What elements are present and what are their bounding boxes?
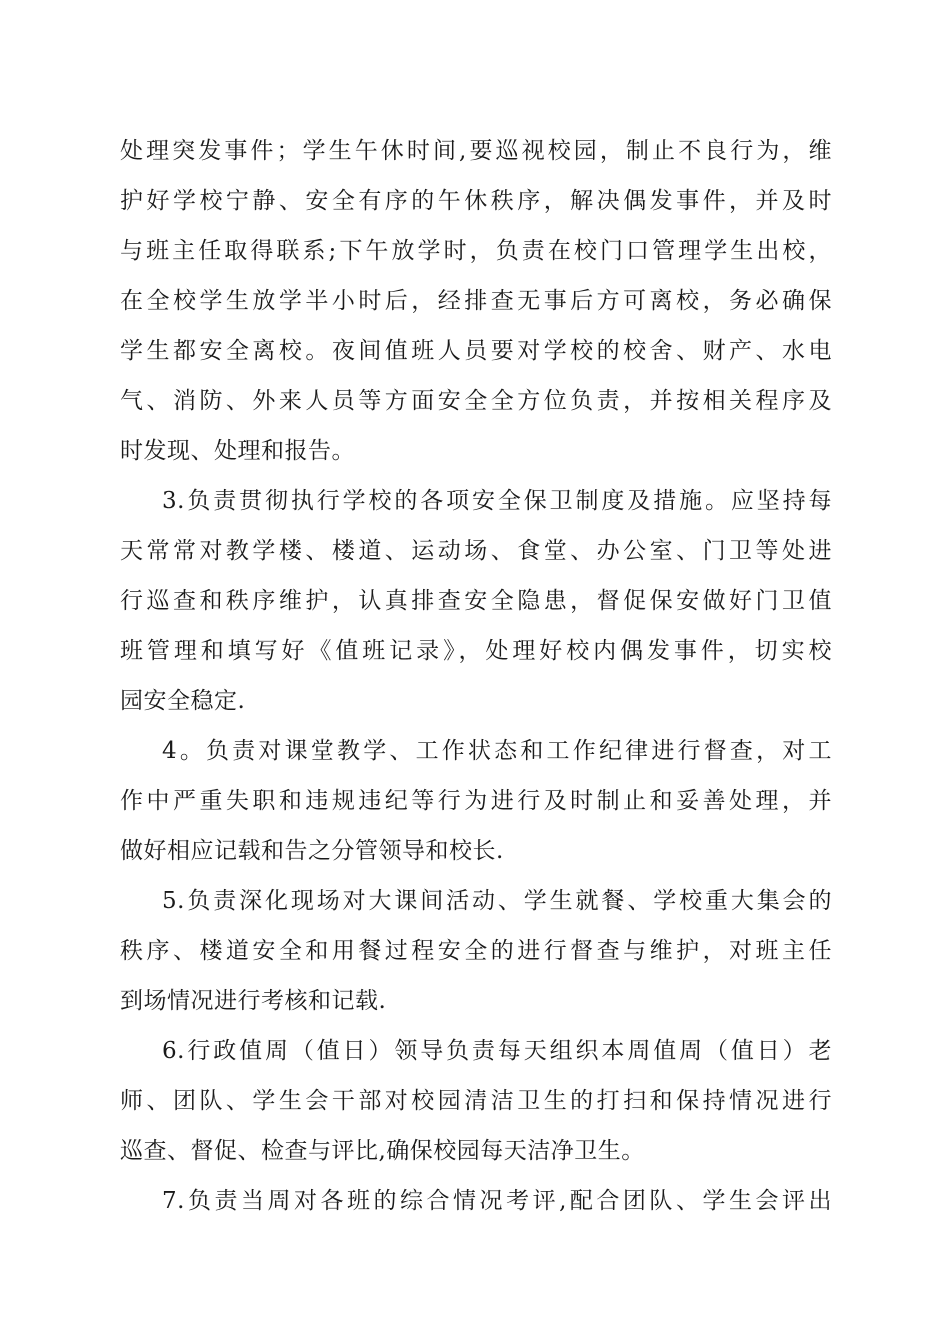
text-line: 气、消防、外来人员等方面安全全方位负责，并按相关程序及: [120, 388, 832, 414]
paragraph-7-first-line: 7.负责当周对各班的综合情况考评,配合团队、学生会评出: [162, 1188, 832, 1214]
text-line: 与班主任取得联系;下午放学时，负责在校门口管理学生出校，: [120, 238, 832, 264]
text-line: 做好相应记载和告之分管领导和校长.: [120, 838, 504, 864]
text-line: 行巡查和秩序维护，认真排查安全隐患，督促保安做好门卫值: [120, 588, 832, 614]
paragraph-3-first-line: 3.负责贯彻执行学校的各项安全保卫制度及措施。应坚持每: [162, 488, 832, 514]
text-line: 作中严重失职和违规违纪等行为进行及时制止和妥善处理，并: [120, 788, 832, 814]
text-line: 到场情况进行考核和记载.: [120, 988, 387, 1014]
paragraph-4-first-line: 4。负责对课堂教学、工作状态和工作纪律进行督查，对工: [162, 738, 832, 764]
text-line: 学生都安全离校。夜间值班人员要对学校的校舍、财产、水电: [120, 338, 832, 364]
text-line: 时发现、处理和报告。: [120, 438, 355, 464]
text-line: 班管理和填写好《值班记录》，处理好校内偶发事件，切实校: [120, 638, 832, 664]
text-line: 在全校学生放学半小时后，经排查无事后方可离校，务必确保: [120, 288, 832, 314]
text-line: 巡查、督促、检查与评比,确保校园每天洁净卫生。: [120, 1138, 645, 1164]
text-line: 园安全稳定.: [120, 688, 246, 714]
text-line: 师、团队、学生会干部对校园清洁卫生的打扫和保持情况进行: [120, 1088, 832, 1114]
text-line: 秩序、楼道安全和用餐过程安全的进行督查与维护，对班主任: [120, 938, 832, 964]
text-line: 护好学校宁静、安全有序的午休秩序，解决偶发事件，并及时: [120, 188, 832, 214]
paragraph-6-first-line: 6.行政值周（值日）领导负责每天组织本周值周（值日）老: [162, 1038, 832, 1064]
text-line: 处理突发事件；学生午休时间,要巡视校园，制止不良行为，维: [120, 138, 832, 164]
text-line: 天常常对教学楼、楼道、运动场、食堂、办公室、门卫等处进: [120, 538, 832, 564]
paragraph-5-first-line: 5.负责深化现场对大课间活动、学生就餐、学校重大集会的: [162, 888, 832, 914]
